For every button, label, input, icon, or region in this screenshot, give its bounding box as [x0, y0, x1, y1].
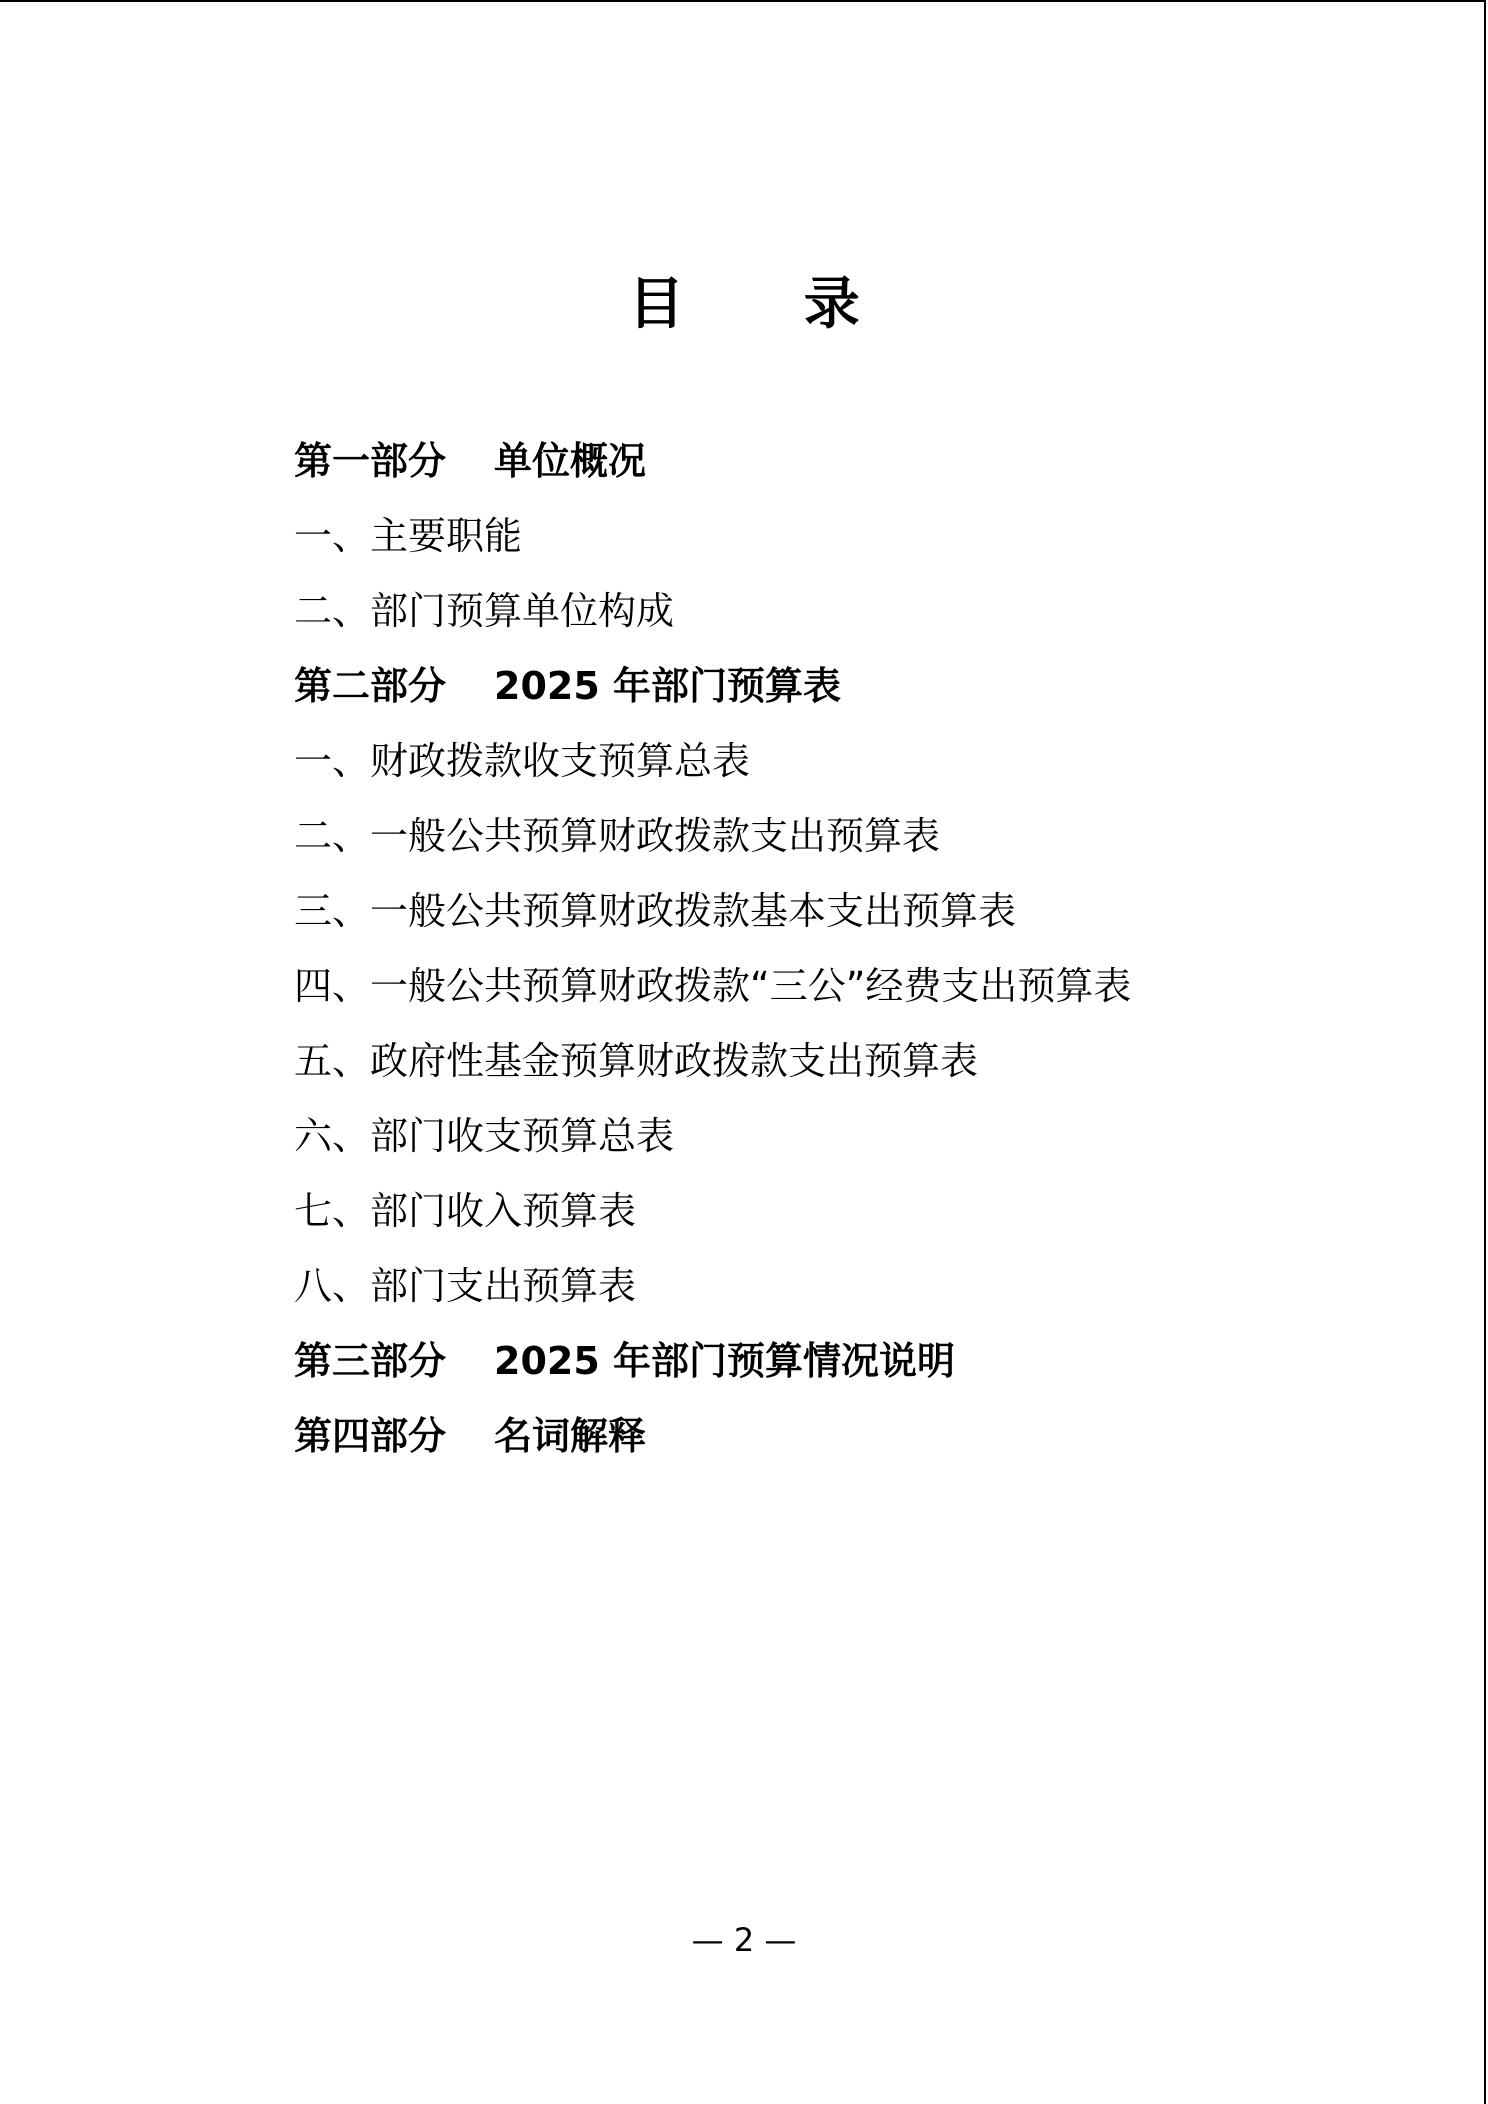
toc-part — [294, 649, 1131, 724]
page-number: — 2 — — [691, 1921, 797, 1959]
toc-part-number: 第四部分 — [294, 1414, 447, 1458]
toc-item: 二、部门预算单位构成 — [294, 589, 675, 633]
toc-part-title: 名词解释 — [494, 1414, 647, 1458]
toc-title: 目 录 — [628, 272, 910, 337]
toc-list — [294, 424, 1131, 1474]
toc-item: 八、部门支出预算表 — [294, 1264, 637, 1308]
toc-part-number: 第一部分 — [294, 439, 447, 483]
toc-part-title: 2025 年部门预算表 — [494, 664, 841, 708]
toc-item: 二、一般公共预算财政拨款支出预算表 — [294, 814, 941, 858]
toc-part-number: 第二部分 — [294, 664, 447, 708]
toc-part-number: 第三部分 — [294, 1339, 447, 1383]
toc-item: 六、部门收支预算总表 — [294, 1114, 675, 1158]
toc-part — [294, 1399, 1131, 1474]
toc-item: 一、主要职能 — [294, 514, 523, 558]
toc-item: 一、财政拨款收支预算总表 — [294, 739, 751, 783]
toc-item: 三、一般公共预算财政拨款基本支出预算表 — [294, 889, 1017, 933]
toc-part — [294, 424, 1131, 499]
toc-part-title: 单位概况 — [494, 439, 647, 483]
toc-part — [294, 1324, 1131, 1399]
toc-part-title: 2025 年部门预算情况说明 — [494, 1339, 955, 1383]
toc-item: 七、部门收入预算表 — [294, 1189, 637, 1233]
toc-item: 五、政府性基金预算财政拨款支出预算表 — [294, 1039, 979, 1083]
toc-item: 四、一般公共预算财政拨款“三公”经费支出预算表 — [294, 964, 1132, 1008]
